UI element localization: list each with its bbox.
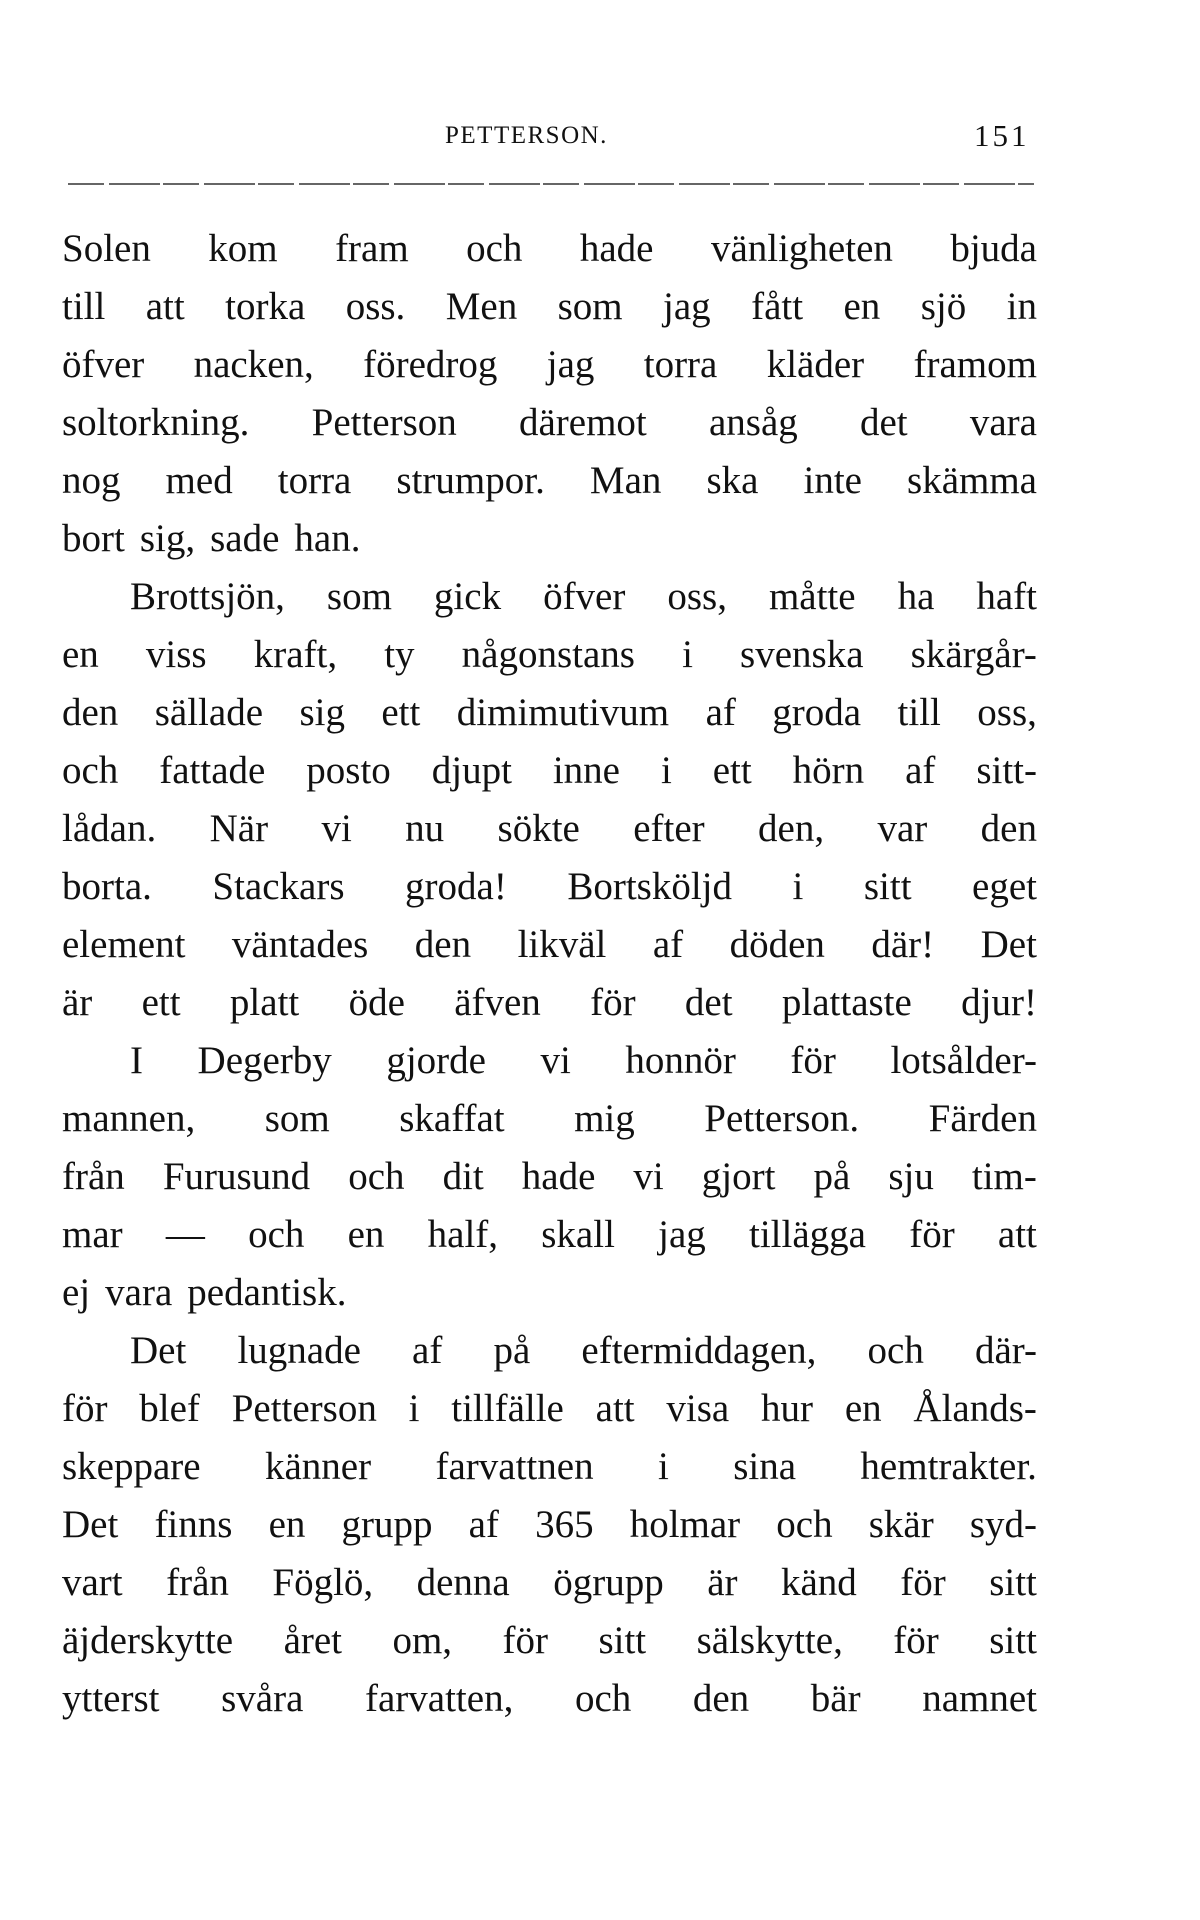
word: lådan. (62, 807, 157, 850)
word: denna (416, 1561, 510, 1604)
word: kom (208, 227, 278, 270)
text-line (62, 1612, 1037, 1670)
word: haft (976, 575, 1037, 618)
word: äfven (454, 981, 541, 1024)
word: känd (780, 1561, 857, 1604)
word: hade (579, 227, 654, 270)
text-line (62, 1264, 1037, 1322)
text-line (62, 510, 1037, 568)
text-line (62, 568, 1037, 626)
word: sälskytte, (696, 1619, 843, 1662)
word: dit (442, 1155, 484, 1198)
word: borta. (62, 865, 152, 908)
word: någonstans (461, 633, 635, 676)
text-line (62, 1438, 1037, 1496)
word: sig (299, 691, 345, 734)
word: en (347, 1213, 385, 1256)
word: plattaste (781, 981, 912, 1024)
word: mig (574, 1097, 635, 1140)
word: en (843, 285, 881, 328)
word: äjderskytte (62, 1619, 234, 1662)
word: för (502, 1619, 548, 1662)
word: af (705, 691, 736, 734)
word: Bortsköljd (567, 865, 732, 908)
word: känner (265, 1445, 372, 1488)
word: Det (62, 1503, 119, 1546)
text-line (62, 916, 1037, 974)
word: grupp (341, 1503, 433, 1546)
text-line (62, 1554, 1037, 1612)
word: ej (62, 1271, 91, 1314)
word: skär (868, 1503, 934, 1546)
word: jag (546, 343, 595, 386)
word: nacken, (193, 343, 314, 386)
text-line (62, 278, 1037, 336)
word: och (867, 1329, 924, 1372)
word: dimimutivum (456, 691, 670, 734)
word: sina (733, 1445, 797, 1488)
word: bort (62, 517, 125, 560)
word: soltorkning. (62, 401, 250, 444)
word: af (412, 1329, 443, 1372)
word: eget (972, 865, 1037, 908)
word: att (595, 1387, 635, 1430)
word: från (62, 1155, 125, 1198)
word: likväl (517, 923, 607, 966)
word: och (248, 1213, 305, 1256)
word: framom (913, 343, 1037, 386)
word: till (897, 691, 941, 734)
word: torka (225, 285, 306, 328)
word: det (684, 981, 733, 1024)
word: nu (405, 807, 445, 850)
word: jag (663, 285, 711, 328)
word: för (900, 1561, 946, 1604)
word: svåra (221, 1677, 304, 1720)
word: till (62, 285, 106, 328)
word: öfver (543, 575, 626, 618)
text-line (62, 626, 1037, 684)
word: föredrog (363, 343, 498, 386)
word: ögrupp (553, 1561, 664, 1604)
word: oss, (977, 691, 1037, 734)
word: efter (633, 807, 705, 850)
word: groda! (405, 865, 507, 908)
word: skall (541, 1213, 615, 1256)
word: Stackars (212, 865, 345, 908)
text-line (62, 336, 1037, 394)
word: gjorde (386, 1039, 486, 1082)
word: där- (974, 1329, 1037, 1372)
word: skämma (907, 459, 1037, 502)
word: öfver (62, 343, 145, 386)
word: Petterson. (704, 1097, 860, 1140)
word: är (707, 1561, 738, 1604)
word: — (165, 1213, 205, 1256)
word: posto (306, 749, 391, 792)
word: holmar (629, 1503, 741, 1546)
word: ett (381, 691, 421, 734)
word: sjö (920, 285, 967, 328)
page-header (0, 118, 1200, 162)
word: djur! (961, 981, 1037, 1024)
text-line (62, 742, 1037, 800)
word: på (493, 1329, 531, 1372)
text-line (62, 800, 1037, 858)
word: i (660, 749, 672, 792)
text-line (62, 394, 1037, 452)
word: i (682, 633, 693, 676)
word: ha (897, 575, 935, 618)
word: fattade (159, 749, 266, 792)
word: döden (729, 923, 825, 966)
word: lotsålder- (890, 1039, 1037, 1082)
word: djupt (431, 749, 512, 792)
word: af (468, 1503, 499, 1546)
word: Petterson (231, 1387, 377, 1430)
word: i (657, 1445, 669, 1488)
word: kraft, (253, 633, 338, 676)
word: finns (154, 1503, 233, 1546)
word: ansåg (708, 401, 798, 444)
word: viss (145, 633, 207, 676)
word: mannen, (62, 1097, 196, 1140)
word: torra (277, 459, 352, 502)
word: och (348, 1155, 405, 1198)
word: i (792, 865, 804, 908)
word: öde (348, 981, 405, 1024)
text-line (62, 220, 1037, 278)
word: inne (552, 749, 620, 792)
text-line (62, 858, 1037, 916)
word: inte (803, 459, 862, 502)
word: vara (969, 401, 1037, 444)
word: att (145, 285, 185, 328)
word: bjuda (950, 227, 1037, 270)
word: svenska (740, 633, 864, 676)
word: den (414, 923, 472, 966)
word: eftermiddagen, (581, 1329, 817, 1372)
word: för (62, 1387, 108, 1430)
text-line (62, 1148, 1037, 1206)
word: 365 (535, 1503, 594, 1546)
word: sökte (497, 807, 580, 850)
word: bär (810, 1677, 861, 1720)
word: och (466, 227, 523, 270)
word: sitt (989, 1561, 1037, 1604)
word: Föglö, (272, 1561, 374, 1604)
word: lugnade (237, 1329, 361, 1372)
word: ska (706, 459, 759, 502)
word: den (692, 1677, 750, 1720)
word: var (877, 807, 928, 850)
word: oss, (667, 575, 727, 618)
word: fått (751, 285, 804, 328)
word: den (62, 691, 119, 734)
word: för (790, 1039, 836, 1082)
word: tillägga (749, 1213, 866, 1256)
word: Brottsjön, (130, 575, 285, 618)
word: och (62, 749, 119, 792)
text-line (62, 1090, 1037, 1148)
word: ett (712, 749, 752, 792)
page-number: 151 (974, 118, 1030, 153)
text-line (62, 974, 1037, 1032)
word: där! (871, 923, 935, 966)
word: sitt- (976, 749, 1037, 792)
body-text (62, 220, 1037, 1728)
text-line (62, 684, 1037, 742)
word: den, (758, 807, 825, 850)
word: på (813, 1155, 851, 1198)
word: väntades (231, 923, 369, 966)
word: den (980, 807, 1037, 850)
word: Solen (62, 227, 151, 270)
word: nog (62, 459, 121, 502)
running-head: PETTERSON. (445, 122, 608, 149)
word: När (209, 807, 269, 850)
word: strumpor. (396, 459, 545, 502)
word: pedantisk. (187, 1271, 347, 1314)
word: gjort (701, 1155, 776, 1198)
word: tim- (971, 1155, 1037, 1198)
word: syd- (969, 1503, 1037, 1546)
word: sitt (863, 865, 912, 908)
word: att (997, 1213, 1037, 1256)
word: I (130, 1039, 143, 1082)
text-line (62, 1670, 1037, 1728)
word: för (909, 1213, 955, 1256)
word: från (166, 1561, 229, 1604)
word: mar (62, 1213, 123, 1256)
word: ytterst (62, 1677, 160, 1720)
word: Ålands- (913, 1387, 1037, 1430)
word: en (62, 633, 99, 676)
word: för (590, 981, 636, 1024)
word: och (574, 1677, 632, 1720)
word: vart (62, 1561, 123, 1604)
word: jag (658, 1213, 706, 1256)
header-rule (68, 183, 1034, 185)
word: vi (540, 1039, 571, 1082)
word: i (408, 1387, 420, 1430)
word: om, (392, 1619, 453, 1662)
word: visa (666, 1387, 730, 1430)
word: året (283, 1619, 343, 1662)
word: af (652, 923, 684, 966)
text-line (62, 1206, 1037, 1264)
word: för (893, 1619, 939, 1662)
word: Petterson (311, 401, 457, 444)
word: hörn (792, 749, 865, 792)
word: måtte (768, 575, 856, 618)
word: vänligheten (710, 227, 893, 270)
word: sitt (598, 1619, 647, 1662)
word: element (62, 923, 186, 966)
word: half, (427, 1213, 499, 1256)
word: hemtrakter. (860, 1445, 1037, 1488)
word: Degerby (197, 1039, 332, 1082)
word: farvatten, (365, 1677, 514, 1720)
word: som (326, 575, 392, 618)
word: hur (761, 1387, 814, 1430)
text-line (62, 1380, 1037, 1438)
word: det (859, 401, 908, 444)
word: sju (888, 1155, 934, 1198)
word: Men (445, 285, 518, 328)
word: Det (130, 1329, 187, 1372)
word: Färden (928, 1097, 1037, 1140)
word: vara (105, 1271, 173, 1314)
word: Det (980, 923, 1037, 966)
word: med (165, 459, 233, 502)
word: skeppare (62, 1445, 201, 1488)
word: däremot (518, 401, 647, 444)
text-line (62, 452, 1037, 510)
word: som (264, 1097, 330, 1140)
word: blef (139, 1387, 200, 1430)
word: namnet (922, 1677, 1037, 1720)
word: af (905, 749, 936, 792)
word: oss. (345, 285, 406, 328)
text-line (62, 1032, 1037, 1090)
word: som (557, 285, 623, 328)
word: en (268, 1503, 306, 1546)
word: är (62, 981, 93, 1024)
word: platt (229, 981, 300, 1024)
word: skaffat (399, 1097, 505, 1140)
word: in (1006, 285, 1037, 328)
text-line (62, 1322, 1037, 1380)
word: honnör (625, 1039, 736, 1082)
word: groda (772, 691, 862, 734)
word: ett (141, 981, 181, 1024)
word: tillfälle (451, 1387, 564, 1430)
word: farvattnen (435, 1445, 594, 1488)
word: vi (321, 807, 352, 850)
word: gick (433, 575, 502, 618)
text-line (62, 1496, 1037, 1554)
word: skärgår- (910, 633, 1037, 676)
word: Man (589, 459, 662, 502)
word: ty (384, 633, 415, 676)
word: Furusund (162, 1155, 311, 1198)
word: vi (633, 1155, 664, 1198)
word: torra (643, 343, 718, 386)
word: fram (335, 227, 409, 270)
word: sitt (989, 1619, 1037, 1662)
word: och (776, 1503, 833, 1546)
word: sällade (154, 691, 264, 734)
word: hade (521, 1155, 596, 1198)
word: sade (210, 517, 280, 560)
word: kläder (766, 343, 865, 386)
word: en (844, 1387, 882, 1430)
word: sig, (139, 517, 196, 560)
word: han. (294, 517, 361, 560)
